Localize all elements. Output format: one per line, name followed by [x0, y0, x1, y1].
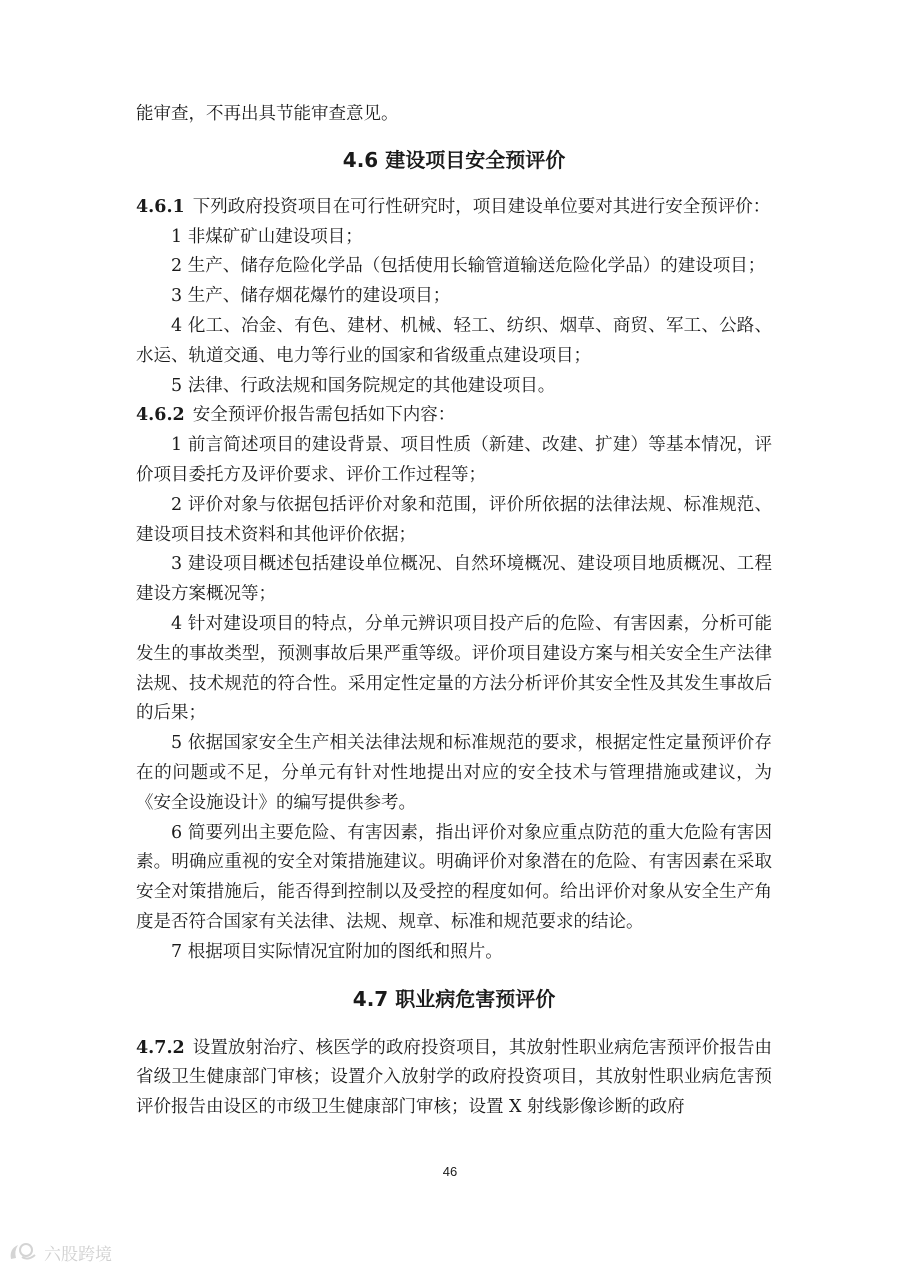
page-number: 46 — [442, 1164, 458, 1179]
list-item: 5 依据国家安全生产相关法律法规和标准规范的要求，根据定性定量预评价存在的问题或不足，分单元有针对性地提出对应的安全技术与管理措施或建议，为《安全设施设计》的编写提供参考。 — [136, 733, 772, 813]
brand-logo-icon — [8, 1241, 38, 1263]
clause-4-6-1 — [136, 193, 772, 223]
watermark — [8, 1240, 112, 1264]
clause-text: 下列政府投资项目在可行性研究时，项目建设单位要对其进行安全预评价： — [192, 196, 771, 217]
clause-number: 4.7.2 — [136, 1037, 185, 1058]
clause-text: 设置放射治疗、核医学的政府投资项目，其放射性职业病危害预评价报告由省级卫生健康部门审核；设置介入放射学的政府投资项目，其放射性职业病危害预评价报告由设区的市级卫生健康部门审核；设置 X 射线影像诊断的政府 — [136, 1037, 772, 1118]
list-item: 4 化工、冶金、有色、建材、机械、轻工、纺织、烟草、商贸、军工、公路、水运、轨道交通、电力等行业的国家和省级重点建设项目； — [136, 315, 772, 366]
section-title-4-7: 4.7 职业病危害预评价 — [352, 986, 556, 1011]
list-item: 1 非煤矿矿山建设项目； — [171, 226, 363, 247]
clause-4-6-2 — [136, 401, 772, 431]
list-item: 4 针对建设项目的特点，分单元辨识项目投产后的危险、有害因素，分析可能发生的事故类型，预测事故后果严重等级。评价项目建设方案与相关安全生产法律法规、技术规范的符合性。采用定性定量的方法分析评价其安全性及其发生事故后的后果； — [136, 613, 772, 724]
list-item: 2 生产、储存危险化学品（包括使用长输管道输送危险化学品）的建设项目； — [171, 256, 766, 277]
intro-paragraph: 能审查，不再出具节能审查意见。 — [136, 104, 399, 124]
list-item: 7 根据项目实际情况宜附加的图纸和照片。 — [171, 941, 503, 962]
list-item: 1 前言简述项目的建设背景、项目性质（新建、改建、扩建）等基本情况，评价项目委托方及评价要求、评价工作过程等； — [136, 435, 772, 485]
clause-number: 4.6.2 — [136, 405, 185, 426]
watermark-text: 六股跨境 — [44, 1244, 112, 1265]
list-item: 2 评价对象与依据包括评价对象和范围，评价所依据的法律法规、标准规范、建设项目技术资料和其他评价依据； — [136, 494, 772, 545]
clause-text: 安全预评价报告需包括如下内容： — [192, 405, 456, 426]
document-page — [136, 100, 772, 1123]
section-title-4-6: 4.6 建设项目安全预评价 — [342, 147, 566, 172]
list-item: 6 简要列出主要危险、有害因素，指出评价对象应重点防范的重大危险有害因素。明确应重视的安全对策措施建议。明确评价对象潜在的危险、有害因素在采取安全对策措施后，能否得到控制以及受控的程度如何。给出评价对象从安全生产角度是否符合国家有关法律、法规、规章、标准和规范要求的结论。 — [136, 822, 772, 932]
clause-4-7-2 — [136, 1034, 772, 1123]
clause-number: 4.6.1 — [136, 196, 185, 217]
list-item: 3 建设项目概述包括建设单位概况、自然环境概况、建设项目地质概况、工程建设方案概况等； — [136, 554, 772, 605]
list-item: 5 法律、行政法规和国务院规定的其他建设项目。 — [171, 375, 556, 396]
list-item: 3 生产、储存烟花爆竹的建设项目； — [171, 286, 451, 307]
